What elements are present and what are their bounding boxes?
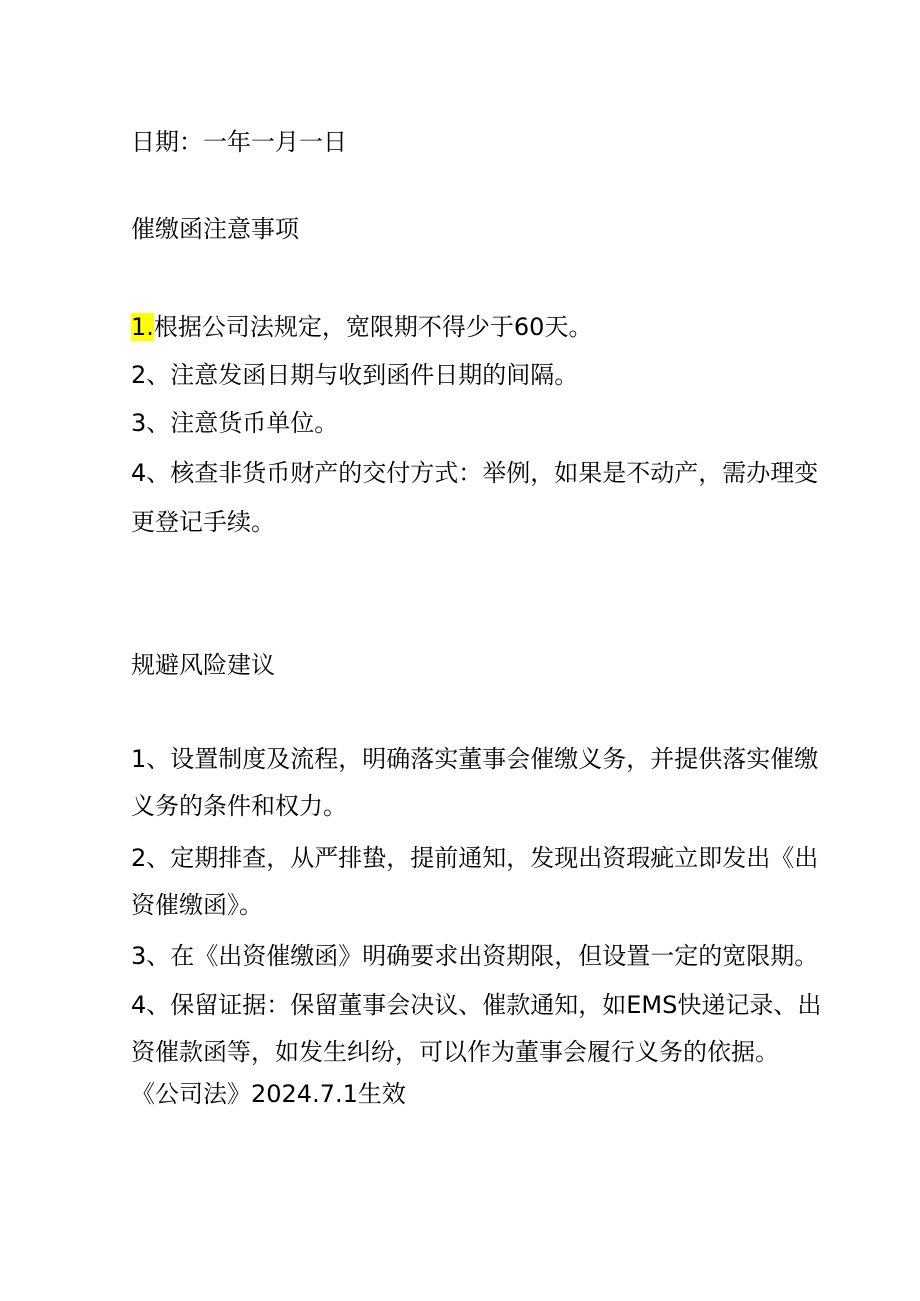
- notice-item-4-line2: 更登记手续。: [131, 508, 275, 536]
- notice-item-2: 2、注意发函日期与收到函件日期的间隔。: [131, 361, 579, 389]
- advice-item-1-line1: 1、设置制度及流程，明确落实董事会催缴义务，并提供落实催缴: [131, 745, 819, 773]
- notice-item-3: 3、注意货币单位。: [131, 409, 339, 437]
- highlighted-number: 1.: [131, 313, 154, 341]
- notice-title: 催缴函注意事项: [131, 215, 299, 243]
- notice-item-1: [131, 310, 592, 344]
- advice-item-1-line2: 义务的条件和权力。: [131, 792, 347, 820]
- notice-item-1-text: 根据公司法规定，宽限期不得少于60天。: [153, 313, 593, 341]
- advice-item-2-line2: 资催缴函》。: [131, 891, 263, 919]
- advice-item-2-line1: 2、定期排查，从严排蛰，提前通知，发现出资瑕疵立即发出《出: [131, 844, 819, 872]
- footer-note: 《公司法》2024.7.1生效: [131, 1080, 406, 1108]
- notice-item-4-line1: 4、核查非货币财产的交付方式：举例，如果是不动产，需办理变: [131, 459, 819, 487]
- advice-item-4-line2: 资催款函等，如发生纠纷，可以作为董事会履行义务的依据。: [131, 1038, 779, 1066]
- advice-item-3: 3、在《出资催缴函》明确要求出资期限，但设置一定的宽限期。: [131, 942, 819, 970]
- advice-item-4-line1: 4、保留证据：保留董事会决议、催款通知，如EMS快递记录、出: [131, 991, 822, 1019]
- advice-title: 规避风险建议: [131, 651, 275, 679]
- date-line: 日期：一年一月一日: [131, 128, 347, 156]
